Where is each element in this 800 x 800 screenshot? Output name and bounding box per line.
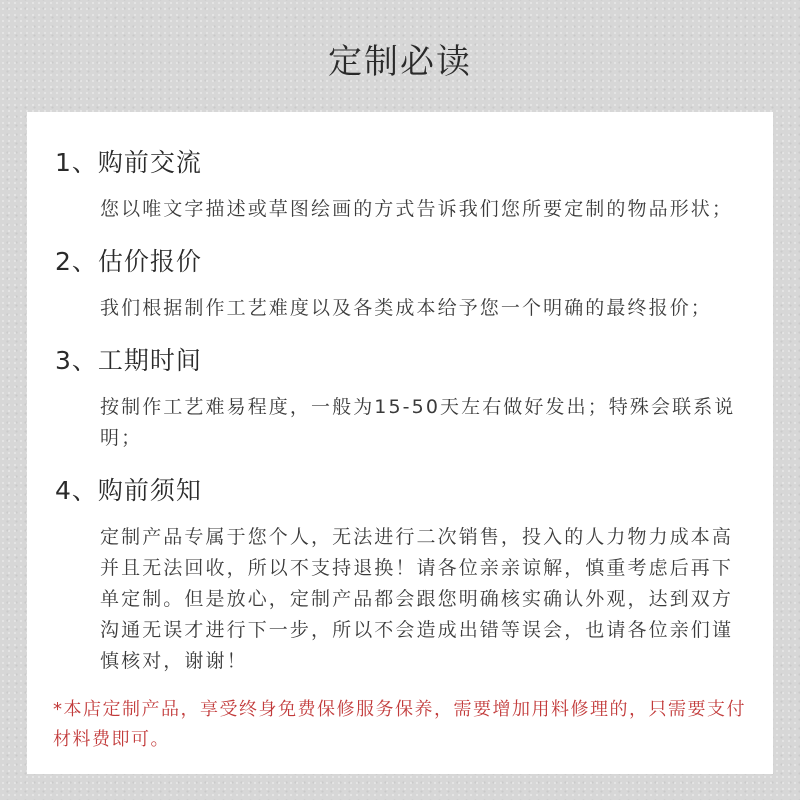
section-lead-time bbox=[55, 344, 745, 454]
page-title: 定制必读 bbox=[328, 42, 472, 82]
content-card bbox=[27, 112, 773, 774]
section-heading: 4、购前须知 bbox=[55, 476, 202, 505]
section-body: 我们根据制作工艺难度以及各类成本给予您一个明确的最终报价； bbox=[100, 297, 712, 319]
section-heading: 1、购前交流 bbox=[55, 148, 202, 177]
section-purchase-notice bbox=[55, 474, 745, 677]
section-heading: 2、估价报价 bbox=[55, 247, 202, 276]
section-heading: 3、工期时间 bbox=[55, 346, 202, 375]
section-purchase-communication bbox=[55, 146, 745, 225]
section-body: 您以唯文字描述或草图绘画的方式告诉我们您所要定制的物品形状； bbox=[100, 198, 734, 220]
section-body: 定制产品专属于您个人，无法进行二次销售，投入的人力物力成本高并且无法回收，所以不支持退换！请各位亲亲谅解，慎重考虑后再下单定制。但是放心，定制产品都会跟您明确核实确认外观，达到双方沟通无误才进行下一步，所以不会造成出错等误会，也请各位亲们谨慎核对，谢谢！ bbox=[100, 526, 734, 672]
section-price-quote bbox=[55, 245, 745, 324]
warranty-note: *本店定制产品，享受终身免费保修服务保养，需要增加用料修理的，只需要支付材料费即可。 bbox=[53, 699, 746, 750]
section-body: 按制作工艺难易程度，一般为15-50天左右做好发出；特殊会联系说明； bbox=[100, 396, 736, 449]
